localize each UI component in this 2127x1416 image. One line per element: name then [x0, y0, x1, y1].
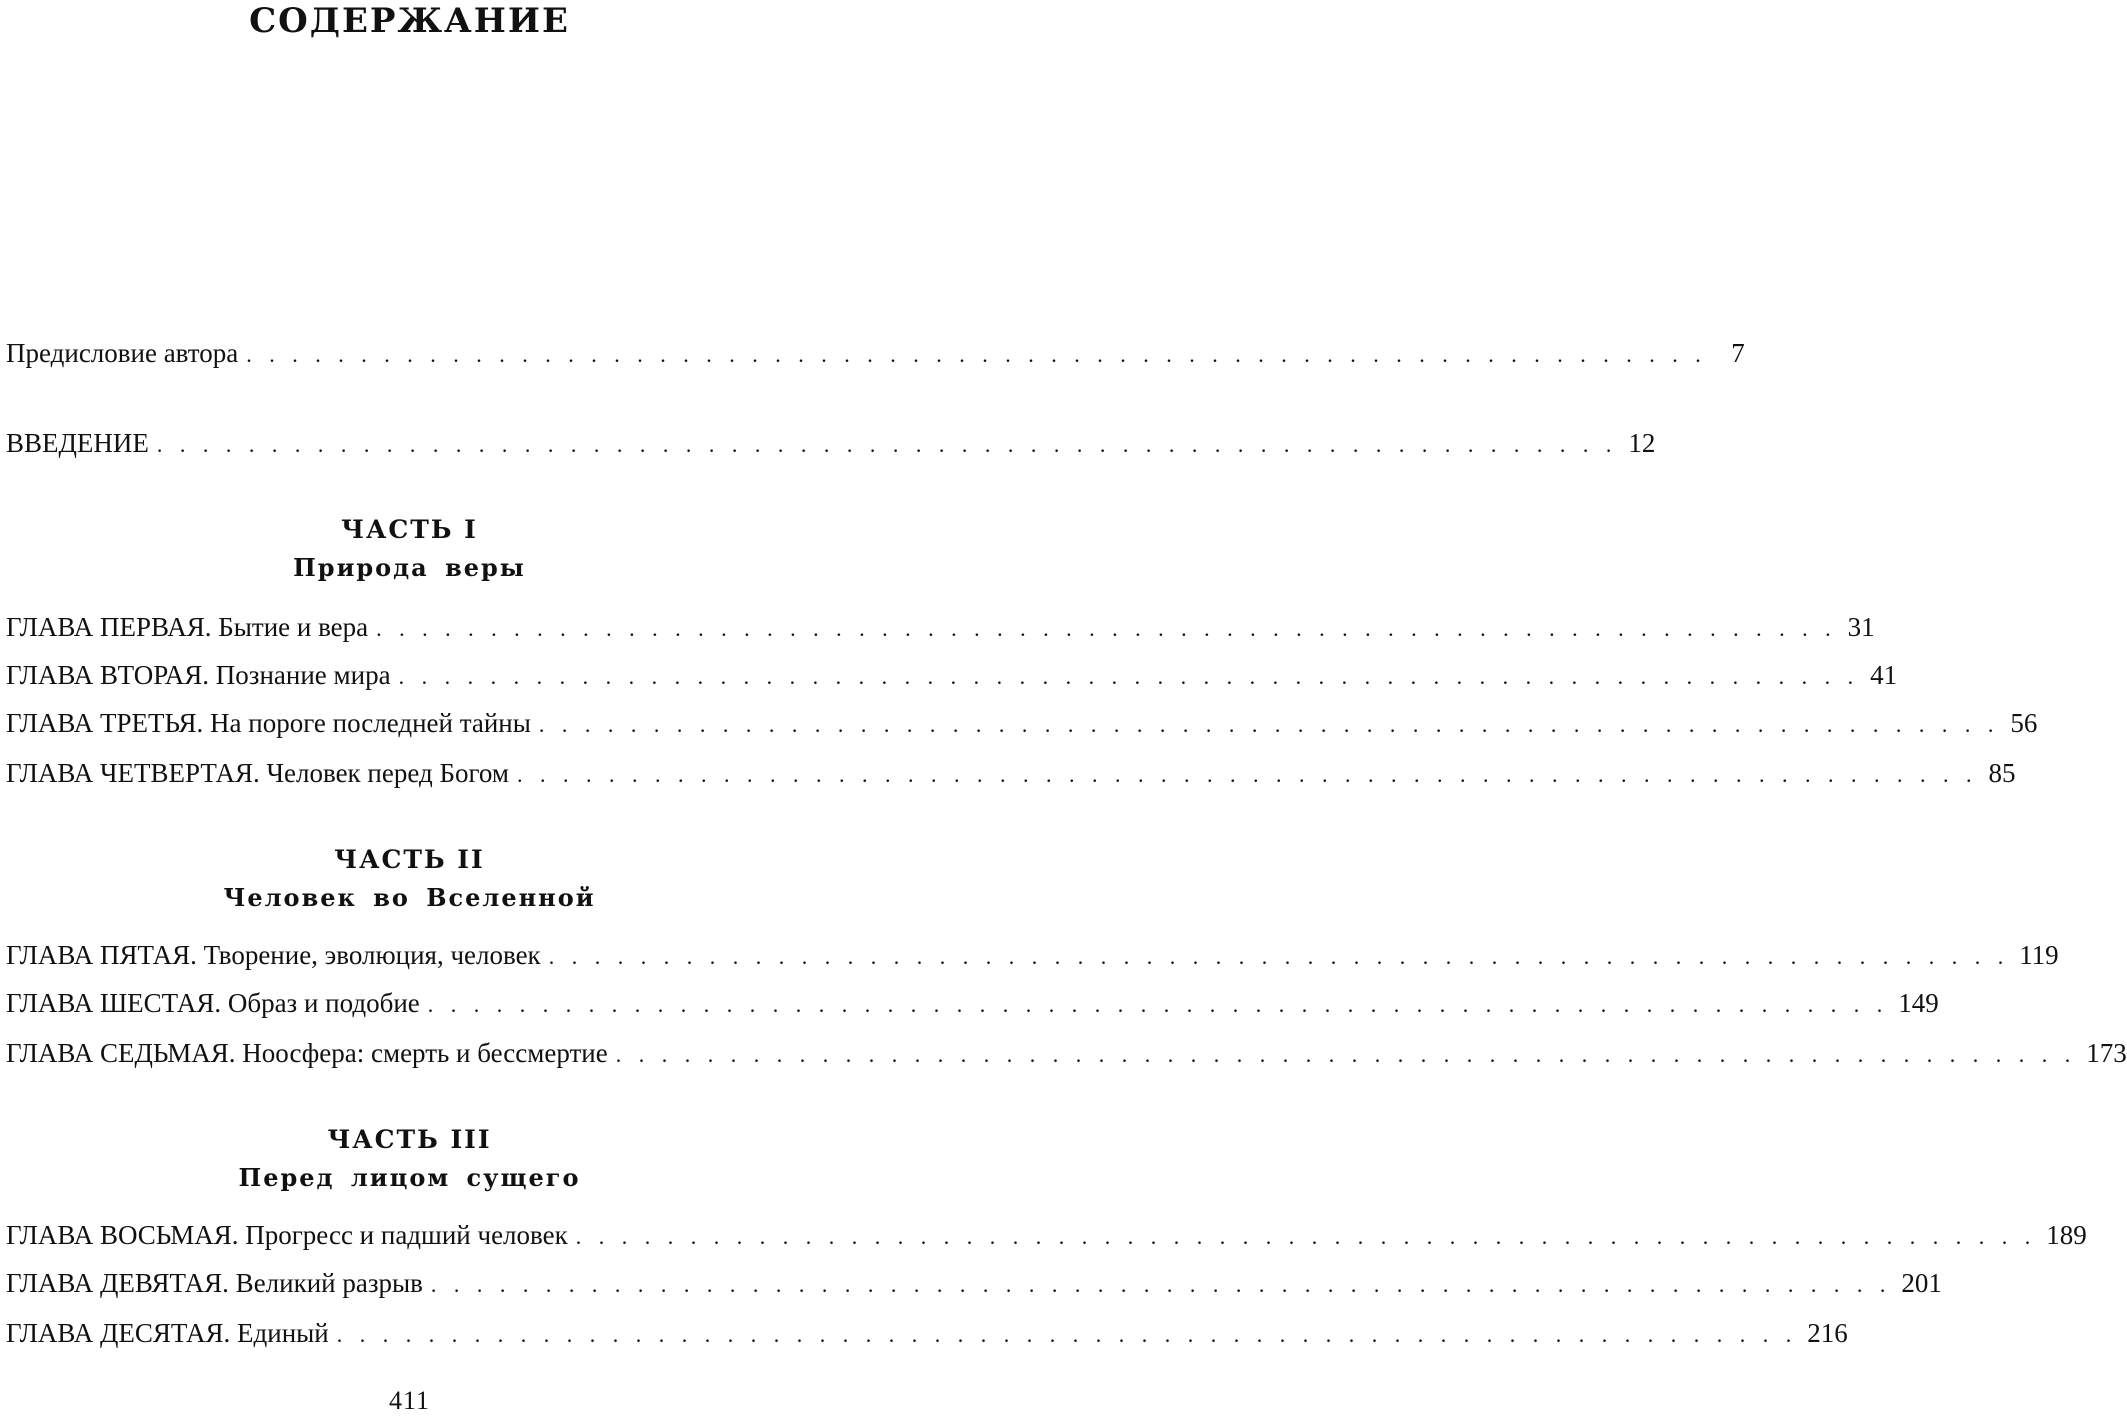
- toc-entry-page: 31: [1847, 612, 1875, 642]
- toc-entry-chapter-1[interactable]: [6, 610, 1875, 644]
- dot-leader: . . . . . . . . . . . . . . . . . . . . . . . . . . . . . . . . . . . . . . . . . . . . . . . . . . . . . . . . . . . . . . . .: [538, 712, 2000, 737]
- part-2-heading: ЧАСТЬ II: [334, 845, 485, 874]
- dot-leader: . . . . . . . . . . . . . . . . . . . . . . . . . . . . . . . . . . . . . . . . . . . . . . . . . . . . . . . . . . . . . . . .: [548, 944, 2010, 969]
- toc-entry-title: ГЛАВА ВОСЬМАЯ. Прогресс и падший человек: [6, 1220, 568, 1250]
- toc-entry-chapter-2[interactable]: [6, 658, 1898, 692]
- dot-leader: . . . . . . . . . . . . . . . . . . . . . . . . . . . . . . . . . . . . . . . . . . . . . . . . . . . . . . . . . . . . . . . .: [376, 616, 1837, 641]
- part-3-heading: ЧАСТЬ III: [327, 1125, 492, 1154]
- toc-entry-page: 189: [2046, 1220, 2087, 1250]
- part-1-subtitle: Природа веры: [293, 553, 526, 582]
- part-2-subtitle: Человек во Вселенной: [223, 883, 596, 912]
- toc-entry-page: 56: [2010, 708, 2038, 738]
- toc-entry-title: ГЛАВА ВТОРАЯ. Познание мира: [6, 660, 391, 690]
- dot-leader: . . . . . . . . . . . . . . . . . . . . . . . . . . . . . . . . . . . . . . . . . . . . . . . . . . . . . . . . . . . . . . . .: [575, 1224, 2037, 1249]
- toc-entry-title: ГЛАВА ПЕРВАЯ. Бытие и вера: [6, 612, 369, 642]
- toc-entry-page: 201: [1901, 1268, 1942, 1298]
- page-number: 411: [388, 1386, 431, 1415]
- page-title: СОДЕРЖАНИЕ: [249, 1, 570, 41]
- toc-entry-page: 12: [1628, 428, 1656, 458]
- dot-leader: . . . . . . . . . . . . . . . . . . . . . . . . . . . . . . . . . . . . . . . . . . . . . . . . . . . . . . . . . . . . . . . .: [430, 1272, 1892, 1297]
- toc-entry-title: ГЛАВА ДЕСЯТАЯ. Единый: [6, 1318, 329, 1348]
- toc-entry-title: ГЛАВА ТРЕТЬЯ. На пороге последней тайны: [6, 708, 531, 738]
- toc-entry-introduction[interactable]: [6, 426, 1656, 460]
- toc-entry-chapter-9[interactable]: [6, 1266, 1942, 1300]
- dot-leader: . . . . . . . . . . . . . . . . . . . . . . . . . . . . . . . . . . . . . . . . . . . . . . . . . . . . . . . . . . . . . . . .: [156, 432, 1618, 457]
- toc-entry-chapter-7[interactable]: [6, 1036, 2127, 1070]
- toc-entry-page: 119: [2019, 940, 2059, 970]
- toc-entry-chapter-8[interactable]: [6, 1218, 2087, 1252]
- toc-entry-chapter-6[interactable]: [6, 986, 1939, 1020]
- toc-entry-page: 85: [1988, 758, 2016, 788]
- toc-entry-page: 7: [1731, 338, 1745, 368]
- part-3-subtitle: Перед лицом сущего: [238, 1163, 581, 1192]
- toc-entry-title: Предисловие автора: [6, 338, 239, 368]
- toc-entry-chapter-4[interactable]: [6, 756, 2016, 790]
- dot-leader: . . . . . . . . . . . . . . . . . . . . . . . . . . . . . . . . . . . . . . . . . . . . . . . . . . . . . . . . . . . . . . . .: [615, 1042, 2077, 1067]
- part-1-heading: ЧАСТЬ I: [341, 515, 478, 544]
- toc-entry-title: ГЛАВА СЕДЬМАЯ. Ноосфера: смерть и бессмертие: [6, 1038, 608, 1068]
- toc-entry-title: ГЛАВА ДЕВЯТАЯ. Великий разрыв: [6, 1268, 423, 1298]
- toc-entry-title: ГЛАВА ПЯТАЯ. Творение, эволюция, человек: [6, 940, 541, 970]
- toc-entry-title: ВВЕДЕНИЕ: [6, 428, 149, 458]
- toc-entry-page: 173: [2086, 1038, 2127, 1068]
- dot-leader: . . . . . . . . . . . . . . . . . . . . . . . . . . . . . . . . . . . . . . . . . . . . . . . . . . . . . . . . . . . . . . . .: [398, 664, 1860, 689]
- toc-entry-chapter-10[interactable]: [6, 1316, 1848, 1350]
- dot-leader: . . . . . . . . . . . . . . . . . . . . . . . . . . . . . . . . . . . . . . . . . . . . . . . . . . . . . . . . . . . . . . . .: [427, 992, 1889, 1017]
- toc-entry-chapter-5[interactable]: [6, 938, 2059, 972]
- toc-entry-preface[interactable]: [6, 336, 1745, 370]
- toc-entry-title: ГЛАВА ШЕСТАЯ. Образ и подобие: [6, 988, 420, 1018]
- toc-entry-page: 149: [1898, 988, 1939, 1018]
- dot-leader: . . . . . . . . . . . . . . . . . . . . . . . . . . . . . . . . . . . . . . . . . . . . . . . . . . . . . . . . . . . . . . . .: [516, 762, 1978, 787]
- dot-leader: . . . . . . . . . . . . . . . . . . . . . . . . . . . . . . . . . . . . . . . . . . . . . . . . . . . . . . . . . . . . . . . .: [336, 1322, 1798, 1347]
- dot-leader: . . . . . . . . . . . . . . . . . . . . . . . . . . . . . . . . . . . . . . . . . . . . . . . . . . . . . . . . . . . . . . . .: [246, 342, 1707, 367]
- toc-entry-chapter-3[interactable]: [6, 706, 2038, 740]
- toc-entry-page: 216: [1807, 1318, 1848, 1348]
- toc-entry-page: 41: [1870, 660, 1898, 690]
- toc-entry-title: ГЛАВА ЧЕТВЕРТАЯ. Человек перед Богом: [6, 758, 509, 788]
